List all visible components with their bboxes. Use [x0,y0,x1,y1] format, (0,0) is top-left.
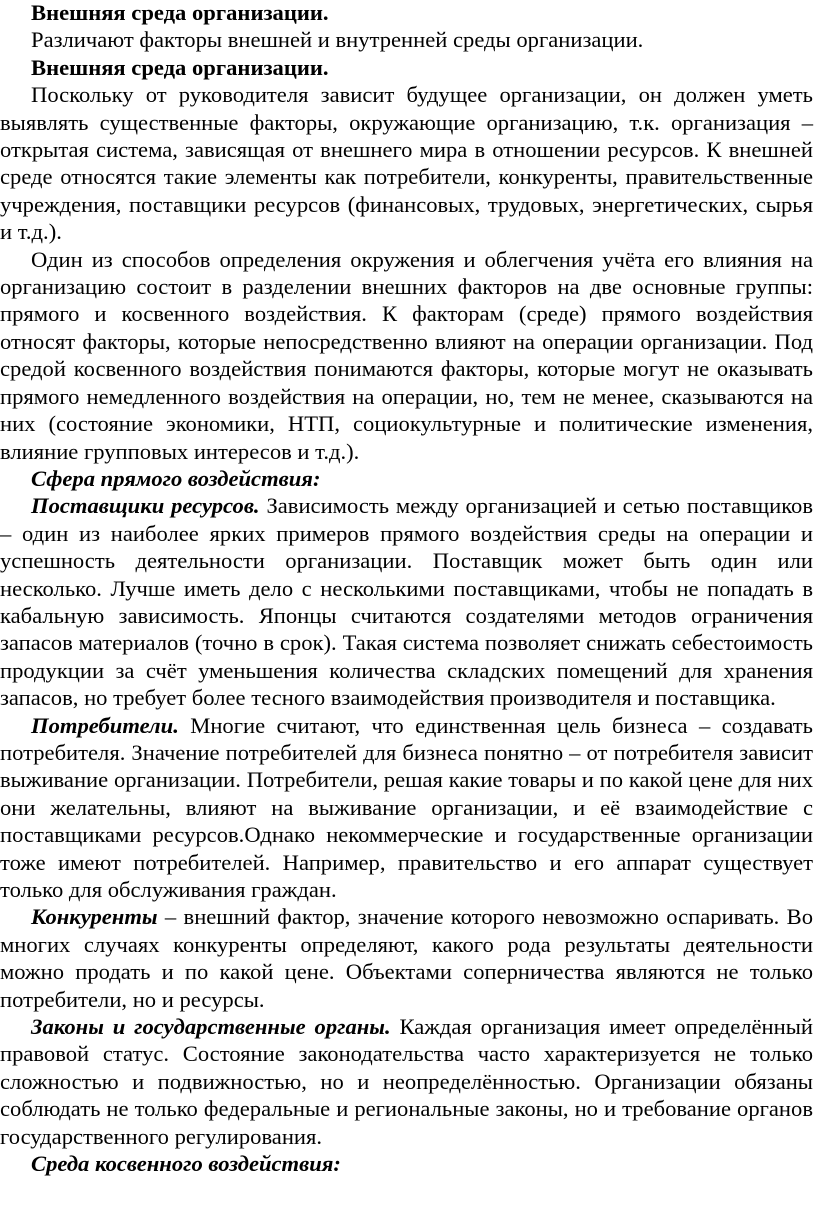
intro-paragraph: Различают факторы внешней и внутренней среды организации. [31,27,644,53]
paragraph-laws [0,1013,813,1150]
paragraph-methods: Один из способов определения окружения и облегчения учёта его влияния на организацию состоит в разделении внешних факторов на две основные группы: прямого и косвенного воздействия. К факторам (среде) прямого воздействия относят факторы, которые непосредственно влияют на операции организации. Под средой косвенного воздействия понимаются факторы, которые могут не оказывать прямого немедленного воздействия на операции, но, тем не менее, сказываются на них (состояние экономики, НТП, социокультурные и политические изменения, влияние групповых интересов и т.д.). [0,246,813,464]
text-suppliers: Зависимость между организацией и сетью поставщиков – один из наиболее ярких примеров прямого воздействия среды на операции и успешность деятельности организации. Поставщик может быть один или несколько. Лучше иметь дело с несколькими поставщиками, чтобы не попадать в кабальную зависимость. Японцы считаются создателями методов ограничения запасов материалов (точно в срок). Такая система позволяет снижать себестоимость продукции за счёт уменьшения количества складских помещений для хранения запасов, но требует более тесного взаимодействия производителя и поставщика. [0,493,813,711]
heading-external-environment-repeat: Внешняя среда организации. [31,54,329,80]
text-consumers: Многие считают, что единственная цель бизнеса – создавать потребителя. Значение потребителей для бизнеса понятно – от потребителя зависит выживание организации. Потребители, решая какие товары и по какой цене для них они желательны, влияют на выживание организации, и её взаимодействие с поставщиками ресурсов.Однако некоммерческие и государственные организации тоже имеют потребителей. Например, правительство и его аппарат существует только для обслуживания граждан. [0,712,813,902]
paragraph-competitors [0,903,813,1013]
paragraph-consumers [0,712,813,904]
paragraph-manager: Поскольку от руководителя зависит будущее организации, он должен уметь выявлять существенные факторы, окружающие организацию, т.к. организация – открытая система, зависящая от внешнего мира в отношении ресурсов. К внешней среде относятся такие элементы как потребители, конкуренты, правительственные учреждения, поставщики ресурсов (финансовых, трудовых, энергетических, сырья и т.д.). [0,82,813,245]
term-consumers: Потребители. [31,712,179,738]
text-laws: Каждая организация имеет определённый правовой статус. Состояние законодательства часто характеризуется не только сложностью и подвижностью, но и неопределённостью. Организации обязаны соблюдать не только федеральные и региональные законы, но и требование органов государственного регулирования. [0,1014,813,1149]
heading-direct-impact: Сфера прямого воздействия: [31,465,321,491]
term-competitors: Конкуренты [31,904,158,930]
paragraph-suppliers [0,492,813,711]
text-competitors: – внешний фактор, значение которого невозможно оспаривать. Во многих случаях конкуренты определяют, какого рода результаты деятельности можно продать и по какой цене. Объектами соперничества являются не только потребители, но и ресурсы. [0,904,813,1012]
heading-external-environment: Внешняя среда организации. [31,0,329,25]
term-laws: Законы и государственные органы. [31,1014,391,1040]
heading-indirect-impact: Среда косвенного воздействия: [31,1151,341,1177]
term-suppliers: Поставщики ресурсов. [31,493,260,519]
